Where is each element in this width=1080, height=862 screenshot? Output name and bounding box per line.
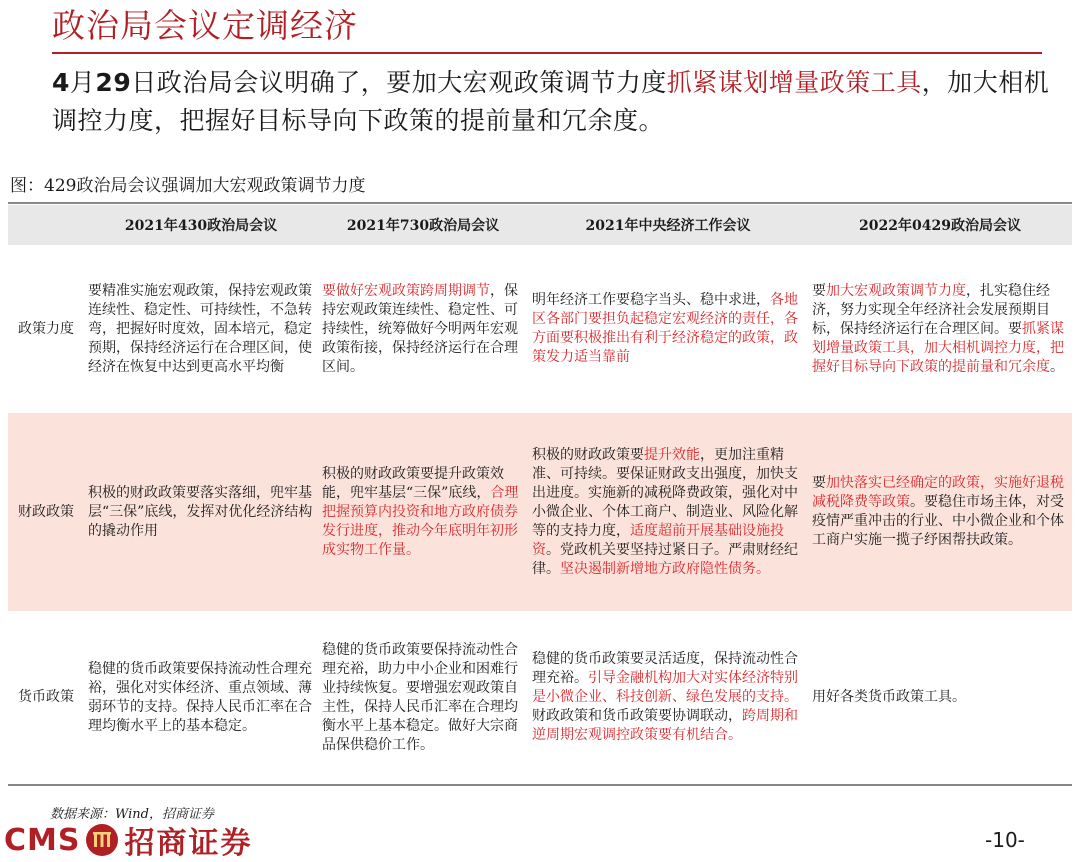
figure-divider	[8, 202, 1072, 204]
lead-text-a: 日政治局会议明确了，要加大宏观政策调节力度	[131, 68, 667, 97]
cell-text: 稳健的货币政策要保持流动性合理充裕，助力中小企业和困难行业持续恢复。要增强宏观政策自主性，保持人民币汇率在合理均衡水平上基本稳定。做好大宗商品保供稳价工作。	[322, 641, 518, 753]
page-number: -10-	[985, 828, 1025, 852]
cell-text-highlight: 引导金融机构加大对实体经济特别是小微企业、科技创新、绿色发展的支持。	[532, 670, 798, 705]
cell-text-highlight: 各地区各部门要担负起稳定宏观经济的责任，各方面要积极推出有利于经济稳定的政策，政策发力适当靠前	[532, 292, 798, 365]
row-label-policy-strength: 政策力度	[18, 320, 74, 337]
cell-strength-2021-cewc	[528, 245, 808, 413]
table-header-col-1: 2021年430政治局会议	[84, 205, 318, 245]
cell-text: 财政政策和货币政策要协调联动，	[532, 708, 742, 724]
cell-text: 用好各类货币政策工具。	[812, 689, 966, 705]
lead-text-b: ，加大相机调控力度，把握好目标导向下政策的提前量和冗余度。	[52, 68, 1050, 135]
cell-monetary-2021-0730	[318, 611, 528, 785]
cell-text: ，更加注重精准、可持续。要保证财政支出强度，加快支出进度。实施新的减税降费政策，强化对中小微企业、个体工商户、制造业、风险化解等的支持力度，	[532, 446, 798, 539]
logo-text-en: CMS	[4, 822, 81, 858]
table-row	[8, 245, 1072, 413]
cell-text-highlight: 坚决遏制新增地方政府隐性债务。	[560, 560, 770, 577]
cell-text: 积极的财政政策要落实落细，兜牢基层“三保”底线，发挥对优化经济结构的撬动作用	[88, 484, 313, 539]
cell-text: ，扎实稳住经济，努力实现全年经济社会发展预期目标，保持经济运行在合理区间。要	[812, 282, 1050, 337]
lead-paragraph	[52, 64, 1052, 140]
cell-text: 。	[1050, 358, 1064, 375]
table-row	[8, 413, 1072, 611]
table-row	[8, 611, 1072, 785]
cell-strength-2021-0730	[318, 245, 528, 413]
lead-date-num-1: 4	[52, 68, 70, 97]
cell-text: 积极的财政政策要	[532, 446, 644, 463]
page-title: 政治局会议定调经济	[52, 6, 358, 45]
table-header-col-4: 2022年0429政治局会议	[808, 205, 1072, 245]
cell-fiscal-2021-0730	[318, 413, 528, 611]
table-header-row	[8, 205, 1072, 245]
cell-text: 积极的财政政策要提升政策效能，兜牢基层“三保”底线，	[322, 465, 504, 501]
lead-date-num-2: 29	[95, 68, 132, 97]
lead-text-highlight: 抓紧谋划增量政策工具	[666, 68, 922, 97]
cell-text-highlight: 适度超前开展基础设施投资	[532, 522, 784, 558]
lead-date-month: 月	[69, 68, 96, 97]
cell-text-highlight: 加大宏观政策调节力度	[826, 282, 966, 299]
cell-text: 稳健的货币政策要保持流动性合理充裕，强化对实体经济、重点领域、薄弱环节的支持。保持人民币汇率在合理均衡水平上的基本稳定。	[88, 660, 312, 734]
cell-text: 要精准实施宏观政策，保持宏观政策连续性、稳定性、可持续性，不急转弯，把握好时度效，固本培元，稳定预期，保持经济运行在合理区间，使经济在恢复中达到更高水平均衡	[88, 282, 312, 375]
cell-text-highlight: 抓紧谋划增量政策工具，加大相机调控力度，把握好目标导向下政策的提前量和冗余度	[812, 320, 1064, 375]
cell-monetary-2021-cewc	[528, 611, 808, 785]
row-label-monetary-policy: 货币政策	[8, 611, 84, 785]
cell-fiscal-2021-0430	[84, 413, 318, 611]
cell-text: 明年经济工作要稳字当头、稳中求进，	[532, 292, 770, 308]
policy-comparison-table	[8, 205, 1072, 786]
table-header-corner	[8, 205, 84, 245]
data-source-note: 数据来源：Wind，招商证券	[50, 807, 214, 822]
logo-emblem-icon	[86, 824, 118, 856]
cell-text-highlight: 跨周期和逆周期宏观调控政策要有机结合。	[532, 708, 798, 743]
cell-strength-2022-0429	[808, 245, 1072, 413]
figure-caption: 图：429政治局会议强调加大宏观政策调节力度	[10, 176, 366, 196]
cell-text: 要	[812, 475, 826, 491]
cell-monetary-2022-0429	[808, 611, 1072, 785]
cell-text-highlight: 合理把握预算内投资和地方政府债券发行进度，推动今年底明年初形成实物工作量。	[322, 484, 519, 558]
row-label-fiscal-policy: 财政政策	[8, 413, 84, 611]
cell-text-highlight: 加快落实已经确定的政策，实施好退税减税降费等政策	[812, 475, 1064, 510]
company-logo	[4, 822, 253, 861]
cell-text: 要	[812, 282, 826, 299]
table-header-col-2: 2021年730政治局会议	[318, 205, 528, 245]
cell-text-highlight: 要做好宏观政策跨周期调节	[322, 282, 490, 299]
cell-monetary-2021-0430	[84, 611, 318, 785]
cell-text: 。要稳住市场主体，对受疫情严重冲击的行业、中小微企业和个体工商户实施一揽子纾困帮扶政策。	[812, 494, 1064, 548]
title-divider	[52, 52, 1042, 54]
cell-text: ，保持宏观政策连续性、稳定性、可持续性，统筹做好今明两年宏观政策衔接，保持经济运行在合理区间。	[322, 282, 518, 375]
cell-fiscal-2021-cewc	[528, 413, 808, 611]
table-header-col-3: 2021年中央经济工作会议	[528, 205, 808, 245]
cell-strength-2021-0430	[84, 245, 318, 413]
cell-text: 。党政机关要坚持过紧日子。严肃财经纪律。	[532, 541, 798, 577]
logo-text-cn: 招商证券	[124, 826, 253, 861]
cell-text: 稳健的货币政策要灵活适度，保持流动性合理充裕。	[532, 651, 798, 686]
cell-fiscal-2022-0429	[808, 413, 1072, 611]
cell-text-highlight: 提升效能	[644, 446, 700, 463]
